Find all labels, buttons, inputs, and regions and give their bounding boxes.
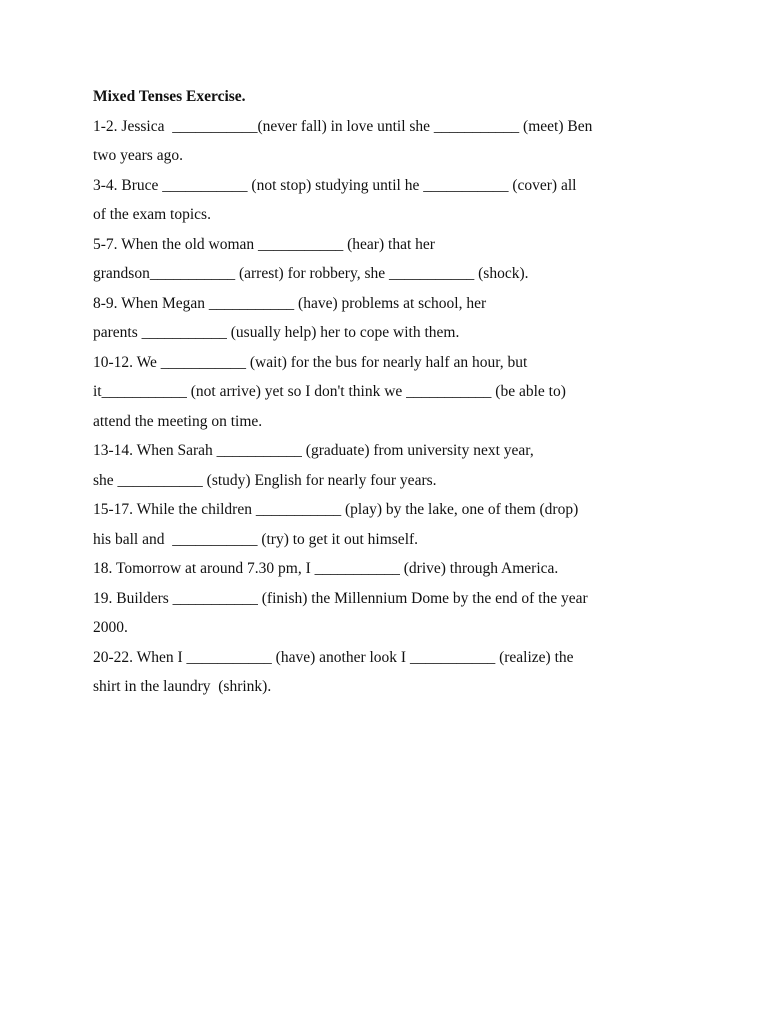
exercise-line: shirt in the laundry (shrink). — [93, 678, 272, 695]
exercise-line: it___________ (not arrive) yet so I don't think we ___________ (be able to) — [93, 383, 566, 400]
exercise-line: 18. Tomorrow at around 7.30 pm, I ___________ (drive) through America. — [93, 560, 559, 577]
exercise-line: 20-22. When I ___________ (have) another look I ___________ (realize) the — [93, 648, 574, 666]
exercise-line: parents ___________ (usually help) her to cope with them. — [93, 324, 460, 341]
exercise-line: grandson___________ (arrest) for robbery, she ___________ (shock). — [93, 265, 529, 282]
exercise-line: 1-2. Jessica ___________(never fall) in love until she ___________ (meet) Ben — [93, 117, 593, 135]
exercise-line: 13-14. When Sarah ___________ (graduate) from university next year, — [93, 442, 534, 459]
exercise-line: 10-12. We ___________ (wait) for the bus for nearly half an hour, but — [93, 353, 528, 371]
exercise-line: of the exam topics. — [93, 206, 211, 223]
exercise-content — [93, 82, 693, 702]
exercise-line: two years ago. — [93, 147, 183, 164]
exercise-line: 19. Builders ___________ (finish) the Millennium Dome by the end of the year — [93, 589, 588, 607]
exercise-line: his ball and ___________ (try) to get it out himself. — [93, 530, 419, 548]
exercise-line: 5-7. When the old woman ___________ (hear) that her — [93, 235, 435, 253]
document-title: Mixed Tenses Exercise. — [93, 88, 246, 105]
exercise-line: she ___________ (study) English for nearly four years. — [93, 471, 437, 489]
exercise-line: attend the meeting on time. — [93, 412, 263, 430]
exercise-line: 2000. — [93, 619, 128, 636]
exercise-line: 15-17. While the children ___________ (play) by the lake, one of them (drop) — [93, 501, 579, 518]
exercise-line: 3-4. Bruce ___________ (not stop) studying until he ___________ (cover) all — [93, 176, 577, 194]
exercise-line: 8-9. When Megan ___________ (have) problems at school, her — [93, 294, 487, 312]
